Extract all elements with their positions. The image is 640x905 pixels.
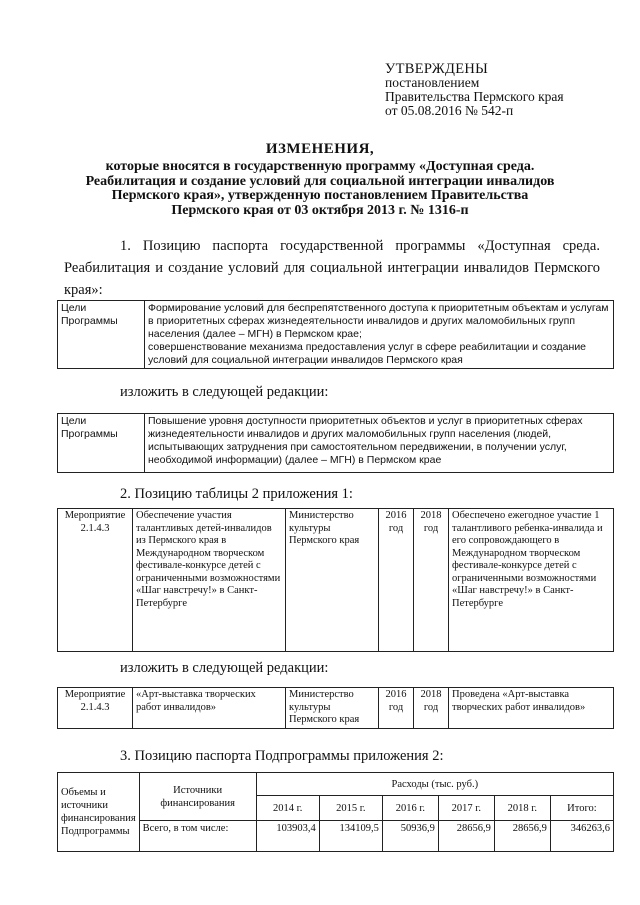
- approval-line: Правительства Пермского края: [385, 89, 564, 104]
- approval-title: УТВЕРЖДЕНЫ: [385, 61, 489, 77]
- finance-value: 103903,4: [256, 821, 319, 852]
- expenses-header: Расходы (тыс. руб.): [256, 773, 613, 796]
- subtitle-line: Пермского края от 03 октября 2013 г. № 1316-п: [171, 202, 469, 218]
- event-end: 2018 год: [414, 509, 449, 652]
- row-label: Всего, в том числе:: [139, 821, 256, 852]
- event-name: Обеспечение участия талантливых детей-инвалидов из Пермского края в Международном творческом фестивале-конкурсе детей с ограниченными возможностями «Шаг навстречу!» в Санкт-Петербурге: [133, 509, 286, 652]
- goals-text-part: совершенствование механизма предоставления услуг в сфере реабилитации и создание условий для социальной интеграции инвалидов Пермского края: [148, 341, 587, 366]
- finance-total: 346263,6: [550, 821, 613, 852]
- event-end: 2018 год: [414, 688, 449, 729]
- event-name: «Арт-выставка творческих работ инвалидов»: [133, 688, 286, 729]
- goals-label: Цели Программы: [58, 301, 145, 369]
- finance-label: Объемы и источники финансирования Подпрограммы: [58, 773, 140, 852]
- restate-heading-2: изложить в следующей редакции:: [120, 660, 329, 676]
- event-executor: Министерство культуры Пермского края: [286, 688, 379, 729]
- event-start: 2016 год: [379, 688, 414, 729]
- subtitle-line: Реабилитация и создание условий для социальной интеграции инвалидов: [85, 173, 555, 189]
- event-start: 2016 год: [379, 509, 414, 652]
- subtitle-line: которые вносятся в государственную программу «Доступная среда.: [105, 159, 535, 174]
- subtitle-line: Пермского края», утвержденную постановлением Правительства: [111, 188, 529, 203]
- new-event-table: [57, 687, 614, 729]
- year-header: 2014 г.: [256, 796, 319, 821]
- finance-value: 134109,5: [319, 821, 382, 852]
- paragraph-3: 3. Позицию паспорта Подпрограммы приложения 2:: [120, 748, 444, 764]
- total-header: Итого:: [550, 796, 613, 821]
- finance-table: [57, 772, 614, 852]
- goals-text: [145, 301, 614, 369]
- new-goals-table: [57, 413, 614, 473]
- sources-header: Источники финансирования: [139, 773, 256, 821]
- goals-text-part: Формирование условий для беспрепятственного доступа к приоритетным объектам и услугам в приоритетных сферах жизнедеятельности инвалидов и других маломобильных групп населения (далее – МГН) в Пермском крае;: [148, 302, 609, 340]
- approval-line: от 05.08.2016 № 542-п: [385, 103, 514, 118]
- restate-heading-1: изложить в следующей редакции:: [120, 384, 329, 400]
- event-result: Обеспечено ежегодное участие 1 талантливого ребенка-инвалида и его сопровождающего в Международном творческом фестивале-конкурсе детей с ограниченными возможностями «Шаг навстречу!» в Санкт-Петербурге: [449, 509, 614, 652]
- document-subtitle: [0, 160, 640, 218]
- paragraph-2: 2. Позицию таблицы 2 приложения 1:: [120, 486, 353, 502]
- finance-value: 50936,9: [382, 821, 438, 852]
- event-id: Мероприятие 2.1.4.3: [58, 509, 133, 652]
- event-executor: Министерство культуры Пермского края: [286, 509, 379, 652]
- year-header: 2018 г.: [494, 796, 550, 821]
- finance-value: 28656,9: [438, 821, 494, 852]
- old-event-table: [57, 508, 614, 652]
- goals-text: Повышение уровня доступности приоритетных объектов и услуг в приоритетных сферах жизнедеятельности инвалидов и других маломобильных групп населения (людей, испытывающих затруднения при самостоятельном передвижении, в получении услуг, необходимой информации) (далее – МГН) в Пермском крае: [145, 414, 614, 473]
- paragraph-1: 1. Позицию паспорта государственной программы «Доступная среда. Реабилитация и создание условий для социальной интеграции инвалидов Пермского края»:: [64, 238, 600, 298]
- approval-stamp: [385, 62, 625, 118]
- year-header: 2015 г.: [319, 796, 382, 821]
- event-id: Мероприятие 2.1.4.3: [58, 688, 133, 729]
- event-result: Проведена «Арт-выставка творческих работ инвалидов»: [449, 688, 614, 729]
- goals-label: Цели Программы: [58, 414, 145, 473]
- year-header: 2016 г.: [382, 796, 438, 821]
- approval-line: постановлением: [385, 75, 480, 90]
- document-title: ИЗМЕНЕНИЯ,: [265, 141, 375, 157]
- old-goals-table: [57, 300, 614, 369]
- year-header: 2017 г.: [438, 796, 494, 821]
- finance-value: 28656,9: [494, 821, 550, 852]
